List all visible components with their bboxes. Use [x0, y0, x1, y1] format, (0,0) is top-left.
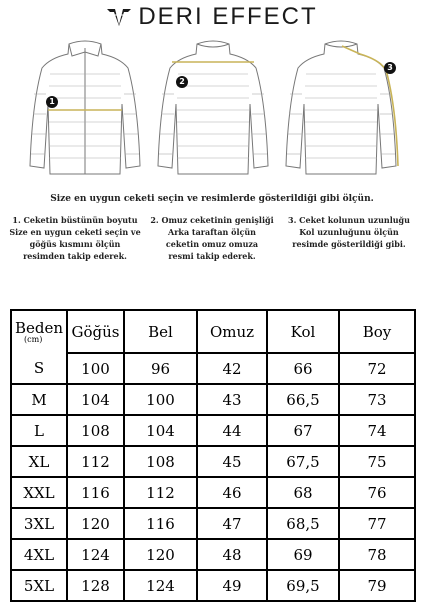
- cell-bel: 108: [124, 446, 197, 477]
- size-cell: XXL: [11, 477, 67, 508]
- brand-name: DERI EFFECT: [138, 3, 318, 30]
- cell-kol: 66,5: [267, 384, 339, 415]
- size-cell: S: [11, 353, 67, 384]
- cell-omuz: 44: [197, 415, 267, 446]
- jacket-sleeve-icon: [280, 34, 402, 184]
- cell-boy: 79: [339, 570, 415, 601]
- size-cell: 3XL: [11, 508, 67, 539]
- cell-omuz: 47: [197, 508, 267, 539]
- table-row: [11, 415, 415, 446]
- jacket-illustrations: [24, 34, 404, 184]
- table-row: [11, 353, 415, 384]
- step-3-line: Kol uzunluğunu ölçün: [299, 227, 399, 237]
- step-2-line: resmi takip ederek.: [168, 251, 256, 261]
- cell-gogus: 120: [67, 508, 124, 539]
- step-2-line: ceketin omuz omuza: [165, 239, 259, 249]
- cell-boy: 76: [339, 477, 415, 508]
- header-beden: [11, 310, 67, 353]
- cell-kol: 66: [267, 353, 339, 384]
- cell-boy: 74: [339, 415, 415, 446]
- instruction-step-2: [145, 214, 279, 262]
- table-row: [11, 477, 415, 508]
- table-row: [11, 539, 415, 570]
- measure-badge-2: 2: [176, 76, 188, 88]
- cell-kol: 67: [267, 415, 339, 446]
- cell-bel: 116: [124, 508, 197, 539]
- cell-boy: 72: [339, 353, 415, 384]
- cell-gogus: 104: [67, 384, 124, 415]
- cell-omuz: 48: [197, 539, 267, 570]
- cell-bel: 124: [124, 570, 197, 601]
- step-1-line: resimden takip ederek.: [23, 251, 127, 261]
- cell-gogus: 124: [67, 539, 124, 570]
- cell-bel: 100: [124, 384, 197, 415]
- step-3-line: 3. Ceket kolunun uzunluğu: [288, 215, 410, 225]
- brand-logo-icon: [106, 7, 132, 27]
- cell-kol: 67,5: [267, 446, 339, 477]
- cell-bel: 112: [124, 477, 197, 508]
- jacket-back-icon: [152, 34, 274, 184]
- step-1-line: göğüs kısmını ölçün: [29, 239, 121, 249]
- header-boy: Boy: [339, 310, 415, 353]
- size-cell: XL: [11, 446, 67, 477]
- measure-badge-3: 3: [384, 62, 396, 74]
- header-bel: Bel: [124, 310, 197, 353]
- cell-boy: 78: [339, 539, 415, 570]
- cell-gogus: 100: [67, 353, 124, 384]
- header-beden-unit: (cm): [24, 335, 43, 344]
- cell-gogus: 128: [67, 570, 124, 601]
- cell-gogus: 112: [67, 446, 124, 477]
- size-cell: 4XL: [11, 539, 67, 570]
- header-beden-label: Beden: [14, 319, 64, 337]
- size-cell: 5XL: [11, 570, 67, 601]
- instruction-step-3: [282, 214, 416, 250]
- table-row: [11, 446, 415, 477]
- step-1-line: 1. Ceketin büstünün boyutu: [12, 215, 138, 225]
- size-chart-table: [10, 309, 416, 602]
- measure-badge-1: 1: [46, 96, 58, 108]
- cell-omuz: 42: [197, 353, 267, 384]
- cell-gogus: 108: [67, 415, 124, 446]
- cell-kol: 68: [267, 477, 339, 508]
- size-cell: L: [11, 415, 67, 446]
- table-row: [11, 384, 415, 415]
- cell-kol: 69,5: [267, 570, 339, 601]
- cell-bel: 120: [124, 539, 197, 570]
- size-cell: M: [11, 384, 67, 415]
- cell-boy: 73: [339, 384, 415, 415]
- header-kol: Kol: [267, 310, 339, 353]
- cell-bel: 104: [124, 415, 197, 446]
- step-2-line: 2. Omuz ceketinin genişliği: [150, 215, 274, 225]
- cell-omuz: 46: [197, 477, 267, 508]
- jacket-front-icon: [24, 34, 146, 184]
- instructions-title: Size en uygun ceketi seçin ve resimlerde gösterildiği gibi ölçün.: [50, 194, 374, 204]
- cell-kol: 68,5: [267, 508, 339, 539]
- cell-bel: 96: [124, 353, 197, 384]
- step-3-line: resimde gösterildiği gibi.: [292, 239, 406, 249]
- cell-omuz: 43: [197, 384, 267, 415]
- table-row: [11, 570, 415, 601]
- instruction-steps: [8, 214, 418, 266]
- table-row: [11, 508, 415, 539]
- cell-kol: 69: [267, 539, 339, 570]
- step-1-line: Size en uygun ceketi seçin ve: [9, 227, 141, 237]
- brand-header: [0, 2, 424, 32]
- cell-gogus: 116: [67, 477, 124, 508]
- cell-omuz: 45: [197, 446, 267, 477]
- step-2-line: Arka taraftan ölçün: [167, 227, 256, 237]
- cell-boy: 75: [339, 446, 415, 477]
- instruction-step-1: [8, 214, 142, 262]
- cell-boy: 77: [339, 508, 415, 539]
- header-gogus: Göğüs: [67, 310, 124, 353]
- cell-omuz: 49: [197, 570, 267, 601]
- header-omuz: Omuz: [197, 310, 267, 353]
- table-header-row: [11, 310, 415, 353]
